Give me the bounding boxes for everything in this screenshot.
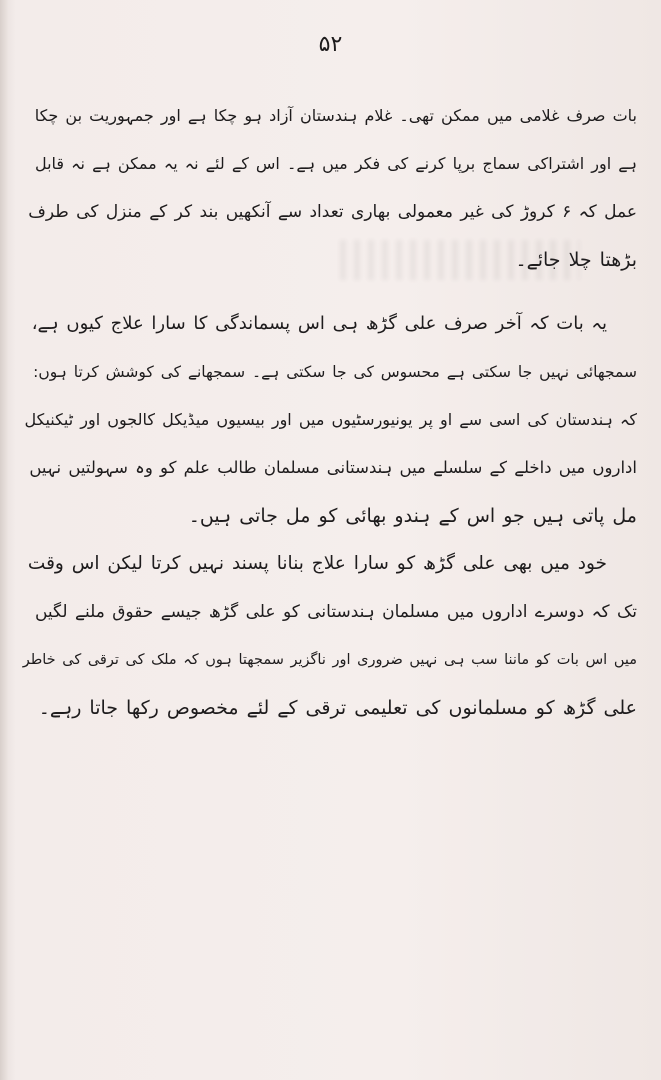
paragraph-1 [22,92,637,284]
text-line: میں اس بات کو ماننا سب ہی نہیں ضروری اور ناگزیر سمجھتا ہوں کہ ملک کی ترقی کی خاطر [22,652,637,668]
text-line: عمل کہ ۶ کروڑ کی غیر معمولی بھاری تعداد سے آنکھیں بند کر کے منزل کی طرف [28,202,637,222]
text-line: علی گڑھ کو مسلمانوں کی تعلیمی ترقی کے لئے مخصوص رکھا جاتا رہے۔ [38,697,637,719]
text-line: مل پاتی ہیں جو اس کے ہندو بھائی کو مل جاتی ہیں۔ [188,505,637,527]
text-line: بڑھتا چلا جائے۔ [515,249,637,271]
page-number: ۵۲ [318,32,343,57]
text-line: سمجھائی نہیں جا سکتی ہے محسوس کی جا سکتی ہے۔ سمجھانے کی کوشش کرتا ہوں: [33,363,637,381]
text-line: تک کہ دوسرے اداروں میں مسلمان ہندستانی کو علی گڑھ جیسے حقوق ملنے لگیں [34,602,637,622]
paragraph-3 [22,540,637,732]
text-line: خود میں بھی علی گڑھ کو سارا علاج بنانا پسند نہیں کرتا لیکن اس وقت [27,553,607,574]
text-line: بات صرف غلامی میں ممکن تھی۔ غلام ہندستان آزاد ہو چکا ہے اور جمہوریت بن چکا [34,106,637,125]
page-edge [0,0,8,1080]
text-line: کہ ہندستان کی اسی سے او پر یونیورسٹیوں میں اور بیسیوں میڈیکل کالجوں اور ٹیکنیکل [24,410,637,429]
text-line: اداروں میں داخلے کے سلسلے میں ہندستانی مسلمان طالب علم کو وہ سہولتیں نہیں [29,458,637,477]
paragraph-2 [22,300,637,540]
text-line: یہ بات کہ آخر صرف علی گڑھ ہی اس پسماندگی کا سارا علاج کیوں ہے، [31,313,607,334]
text-line: ہے اور اشتراکی سماج برپا کرنے کی فکر میں ہے۔ اس کے لئے نہ یہ ممکن ہے نہ قابل [34,154,637,173]
